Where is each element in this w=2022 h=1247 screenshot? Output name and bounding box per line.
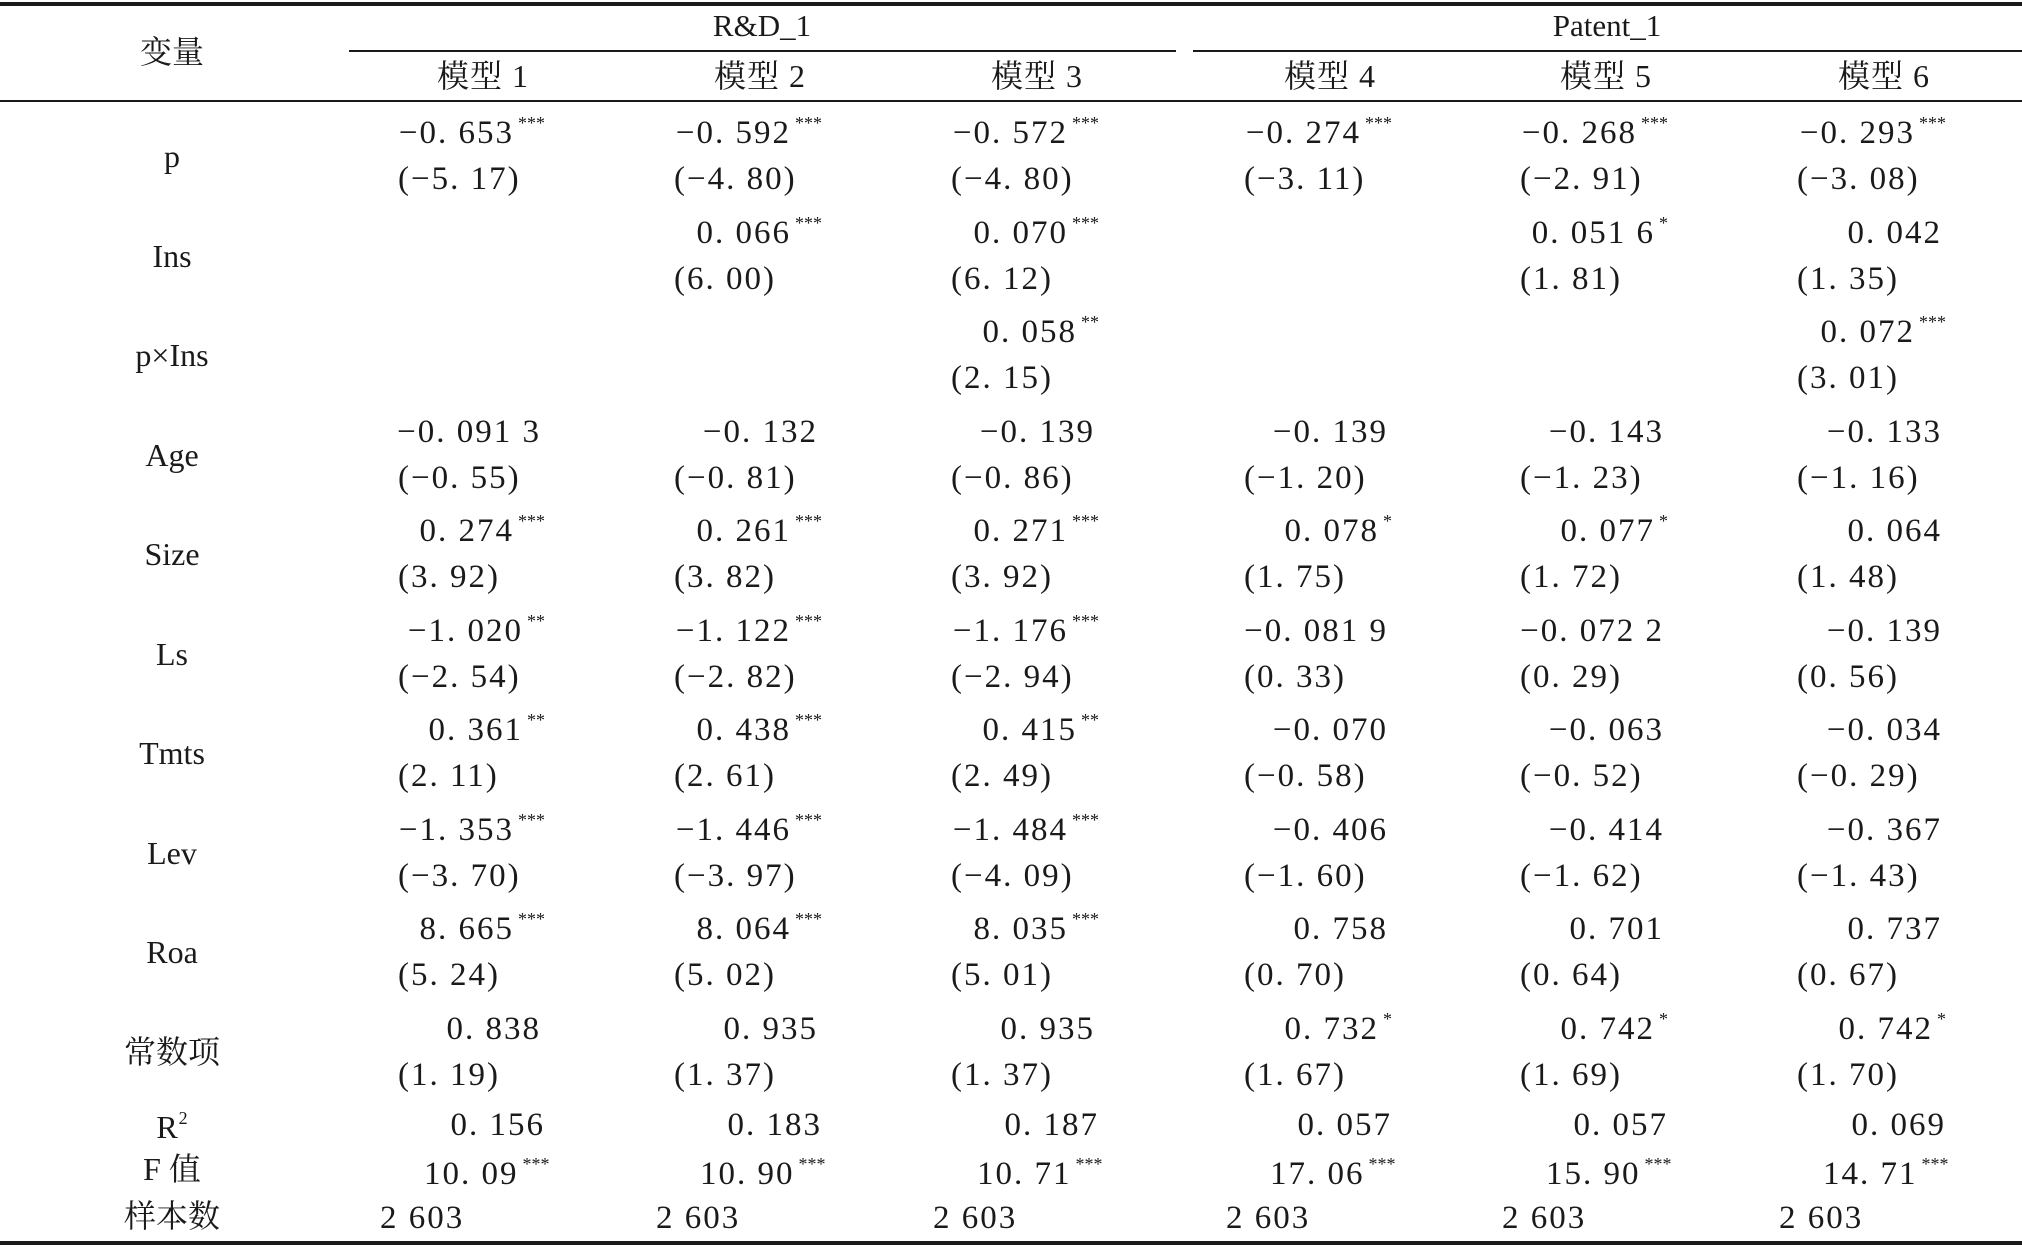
coef-value: 0. 732 bbox=[1284, 1010, 1379, 1047]
sample-size-label: 样本数 bbox=[123, 1198, 221, 1234]
significance-stars: *** bbox=[518, 113, 545, 133]
t-stat-cell: (1. 70) bbox=[1797, 1056, 1899, 1093]
t-stat-cell: (6. 12) bbox=[951, 260, 1053, 297]
coef-value: −0. 091 3 bbox=[397, 413, 541, 450]
significance-stars: *** bbox=[1919, 312, 1946, 332]
coef-value: −1. 353 bbox=[398, 811, 514, 848]
coef-value: −0. 143 bbox=[1548, 413, 1664, 450]
coef-cell bbox=[983, 711, 1100, 747]
coef-cell bbox=[429, 711, 546, 747]
significance-stars: *** bbox=[1072, 212, 1099, 233]
row-label: Age bbox=[145, 436, 199, 473]
t-stat-cell: (−4. 09) bbox=[951, 857, 1074, 894]
coef-cell bbox=[1848, 512, 1947, 548]
t-stat-cell: (−0. 52) bbox=[1520, 758, 1643, 794]
coef-value: 0. 078 bbox=[1284, 513, 1379, 549]
coef-value: −1. 484 bbox=[952, 811, 1068, 848]
r2-value: 0. 183 bbox=[727, 1107, 822, 1143]
t-stat-cell: (0. 33) bbox=[1244, 658, 1346, 695]
f-value: 17. 06 bbox=[1270, 1156, 1365, 1192]
coef-value: −0. 139 bbox=[1272, 413, 1388, 450]
coef-value: 0. 838 bbox=[446, 1010, 541, 1047]
r2-value: 0. 057 bbox=[1573, 1107, 1668, 1143]
coef-cell bbox=[1827, 612, 1946, 648]
coef-cell bbox=[980, 413, 1099, 449]
t-stat-cell: (1. 35) bbox=[1797, 260, 1899, 297]
t-stat-cell: (1. 67) bbox=[1244, 1056, 1346, 1093]
coef-cell bbox=[697, 711, 823, 747]
f-value: 15. 90 bbox=[1546, 1156, 1641, 1192]
significance-stars: * bbox=[1383, 1008, 1392, 1029]
header-rule bbox=[0, 100, 2022, 102]
coef-cell bbox=[974, 512, 1100, 548]
row-label: Tmts bbox=[139, 735, 205, 771]
t-stat-cell: (−2. 94) bbox=[951, 658, 1074, 695]
significance-stars: *** bbox=[522, 1154, 550, 1174]
coef-value: −0. 081 9 bbox=[1244, 612, 1388, 649]
coef-value: 8. 035 bbox=[973, 911, 1068, 947]
row-label: Size bbox=[144, 536, 200, 572]
coef-cell bbox=[1273, 413, 1392, 449]
t-stat-cell: (−3. 11) bbox=[1244, 161, 1366, 197]
significance-stars: *** bbox=[518, 511, 545, 531]
t-stat-cell: (6. 00) bbox=[674, 260, 776, 297]
coef-value: 0. 042 bbox=[1847, 214, 1942, 251]
row-label: Lev bbox=[147, 834, 197, 871]
coef-value: 0. 051 6 bbox=[1531, 214, 1655, 251]
coef-cell bbox=[1273, 711, 1392, 747]
coef-value: −0. 034 bbox=[1826, 712, 1942, 748]
t-stat-cell: (5. 02) bbox=[674, 957, 776, 993]
coef-cell bbox=[703, 413, 822, 449]
coef-value: −0. 070 bbox=[1272, 712, 1388, 748]
coef-cell bbox=[1522, 114, 1668, 150]
significance-stars: * bbox=[1659, 1008, 1668, 1029]
sample-size-value: 2 603 bbox=[380, 1200, 465, 1236]
t-stat-cell: (−2. 54) bbox=[398, 658, 521, 695]
coef-cell bbox=[1285, 1010, 1393, 1046]
significance-stars: *** bbox=[518, 809, 545, 830]
coef-value: 0. 701 bbox=[1569, 911, 1664, 947]
t-stat-cell: (−1. 16) bbox=[1797, 459, 1920, 496]
significance-stars: *** bbox=[795, 610, 822, 631]
t-stat-cell: (1. 75) bbox=[1244, 559, 1346, 595]
coef-cell bbox=[1294, 910, 1393, 946]
coef-cell bbox=[1001, 1010, 1100, 1046]
significance-stars: *** bbox=[1072, 511, 1099, 531]
significance-stars: *** bbox=[795, 212, 822, 233]
significance-stars: *** bbox=[795, 909, 822, 929]
top-rule bbox=[0, 2, 2022, 6]
significance-stars: *** bbox=[1365, 113, 1392, 133]
t-stat-cell: (0. 67) bbox=[1797, 957, 1899, 993]
significance-stars: *** bbox=[795, 809, 822, 830]
r2-value: 0. 187 bbox=[1004, 1107, 1099, 1143]
t-stat-cell: (1. 48) bbox=[1797, 559, 1899, 595]
coef-cell bbox=[1839, 1010, 1947, 1046]
coef-cell bbox=[1549, 711, 1668, 747]
significance-stars: *** bbox=[1644, 1154, 1672, 1174]
coef-cell bbox=[1246, 114, 1392, 150]
t-stat-cell: (−1. 23) bbox=[1520, 459, 1643, 496]
coef-value: −1. 122 bbox=[675, 612, 791, 649]
significance-stars: *** bbox=[1072, 113, 1099, 133]
significance-stars: ** bbox=[527, 610, 545, 631]
coef-value: 0. 261 bbox=[696, 513, 791, 549]
coef-value: 0. 742 bbox=[1560, 1010, 1655, 1047]
significance-stars: *** bbox=[798, 1154, 826, 1174]
significance-stars: *** bbox=[1368, 1154, 1396, 1174]
f-value-cell bbox=[700, 1155, 826, 1191]
coef-cell bbox=[1520, 612, 1668, 648]
coef-cell bbox=[1549, 413, 1668, 449]
model-header-2: 模型 2 bbox=[713, 58, 807, 94]
coef-value: 0. 064 bbox=[1847, 513, 1942, 549]
coef-cell bbox=[1561, 512, 1669, 548]
group-header-rd: R&D_1 bbox=[712, 8, 812, 43]
coef-value: −0. 367 bbox=[1826, 811, 1942, 848]
sample-size-value: 2 603 bbox=[1226, 1200, 1311, 1236]
sample-size-value: 2 603 bbox=[656, 1200, 741, 1236]
t-stat-cell: (5. 24) bbox=[398, 957, 500, 993]
t-stat-cell: (−3. 97) bbox=[674, 857, 797, 894]
t-stat-cell: (−3. 70) bbox=[398, 857, 521, 894]
t-stat-cell: (1. 72) bbox=[1520, 559, 1622, 595]
coef-value: −0. 063 bbox=[1548, 712, 1664, 748]
coef-value: −1. 176 bbox=[952, 612, 1068, 649]
t-stat-cell: (−2. 82) bbox=[674, 658, 797, 695]
t-stat-cell: (1. 37) bbox=[951, 1056, 1053, 1093]
significance-stars: *** bbox=[1921, 1154, 1949, 1174]
coef-value: 0. 271 bbox=[973, 513, 1068, 549]
coef-value: −0. 133 bbox=[1826, 413, 1942, 450]
coef-value: −1. 446 bbox=[675, 811, 791, 848]
significance-stars: *** bbox=[795, 511, 822, 531]
significance-stars: *** bbox=[1072, 610, 1099, 631]
coef-value: 0. 072 bbox=[1820, 314, 1915, 350]
r2-value: 0. 156 bbox=[450, 1107, 545, 1143]
coef-cell bbox=[1848, 214, 1947, 250]
coef-cell bbox=[974, 910, 1100, 946]
sample-size-value: 2 603 bbox=[1502, 1200, 1587, 1236]
t-stat-cell: (−4. 80) bbox=[674, 161, 797, 197]
t-stat-cell: (−2. 91) bbox=[1520, 161, 1643, 197]
coef-cell bbox=[676, 612, 822, 648]
t-stat-cell: (2. 61) bbox=[674, 758, 776, 794]
row-label: p×Ins bbox=[135, 337, 209, 373]
sample-size-value: 2 603 bbox=[1779, 1200, 1864, 1236]
r2-label bbox=[156, 1109, 187, 1143]
variable-header: 变量 bbox=[139, 34, 205, 70]
t-stat-cell: (−4. 80) bbox=[951, 161, 1074, 197]
coef-cell bbox=[953, 114, 1099, 150]
f-value-cell bbox=[424, 1155, 550, 1191]
coef-cell bbox=[399, 114, 545, 150]
t-stat-cell: (2. 15) bbox=[951, 360, 1053, 396]
significance-stars: *** bbox=[1075, 1154, 1103, 1174]
f-value: 10. 90 bbox=[700, 1156, 795, 1192]
f-value-cell bbox=[1823, 1155, 1949, 1191]
significance-stars: ** bbox=[1081, 710, 1099, 730]
coef-cell bbox=[983, 313, 1100, 349]
row-label: Roa bbox=[146, 934, 198, 970]
coef-cell bbox=[1827, 811, 1946, 847]
coef-cell bbox=[953, 811, 1099, 847]
coef-value: −0. 139 bbox=[1826, 612, 1942, 649]
t-stat-cell: (−5. 17) bbox=[398, 161, 521, 197]
significance-stars: *** bbox=[1072, 809, 1099, 830]
coef-cell bbox=[676, 114, 822, 150]
r2-value: 0. 069 bbox=[1851, 1107, 1946, 1143]
coef-cell bbox=[1244, 612, 1392, 648]
coef-cell bbox=[1570, 910, 1669, 946]
model-header-3: 模型 3 bbox=[990, 58, 1084, 94]
sample-size-value: 2 603 bbox=[933, 1200, 1018, 1236]
f-value: 10. 71 bbox=[977, 1156, 1072, 1192]
coef-cell bbox=[1800, 114, 1946, 150]
t-stat-cell: (−1. 60) bbox=[1244, 857, 1367, 894]
f-value-label: F 值 bbox=[143, 1151, 201, 1187]
significance-stars: * bbox=[1659, 511, 1668, 531]
coef-value: 0. 066 bbox=[696, 214, 791, 251]
significance-stars: *** bbox=[1072, 909, 1099, 929]
significance-stars: *** bbox=[795, 710, 822, 730]
coef-value: −0. 406 bbox=[1272, 811, 1388, 848]
r2-value: 0. 057 bbox=[1297, 1107, 1392, 1143]
patent-group-rule bbox=[1193, 50, 2022, 52]
coef-value: 0. 361 bbox=[428, 712, 523, 748]
f-value-cell bbox=[1546, 1155, 1672, 1191]
significance-stars: ** bbox=[1081, 312, 1099, 332]
f-value-cell bbox=[977, 1155, 1103, 1191]
t-stat-cell: (1. 81) bbox=[1520, 260, 1622, 297]
t-stat-cell: (−0. 81) bbox=[674, 459, 797, 496]
coef-cell bbox=[397, 413, 545, 449]
t-stat-cell: (0. 56) bbox=[1797, 658, 1899, 695]
coef-cell bbox=[420, 512, 546, 548]
r2-label-sup: 2 bbox=[178, 1108, 188, 1128]
coef-value: −1. 020 bbox=[407, 612, 523, 649]
t-stat-cell: (1. 69) bbox=[1520, 1056, 1622, 1093]
t-stat-cell: (−1. 43) bbox=[1797, 857, 1920, 894]
t-stat-cell: (−0. 29) bbox=[1797, 758, 1920, 794]
model-header-4: 模型 4 bbox=[1283, 58, 1377, 94]
t-stat-cell: (−3. 08) bbox=[1797, 161, 1920, 197]
t-stat-cell: (−1. 62) bbox=[1520, 857, 1643, 894]
t-stat-cell: (−1. 20) bbox=[1244, 459, 1367, 496]
rd-group-rule bbox=[349, 50, 1176, 52]
coef-cell bbox=[676, 811, 822, 847]
coef-cell bbox=[1827, 413, 1946, 449]
r2-label-base: R bbox=[156, 1109, 178, 1145]
coef-value: −0. 293 bbox=[1799, 115, 1915, 151]
coef-cell bbox=[1532, 214, 1668, 250]
t-stat-cell: (0. 29) bbox=[1520, 658, 1622, 695]
t-stat-cell: (3. 92) bbox=[951, 559, 1053, 595]
coef-cell bbox=[1561, 1010, 1669, 1046]
coef-value: −0. 572 bbox=[952, 115, 1068, 151]
significance-stars: ** bbox=[527, 710, 545, 730]
f-value: 10. 09 bbox=[424, 1156, 519, 1192]
t-stat-cell: (3. 82) bbox=[674, 559, 776, 595]
coef-value: −0. 268 bbox=[1521, 115, 1637, 151]
t-stat-cell: (0. 64) bbox=[1520, 957, 1622, 993]
significance-stars: * bbox=[1937, 1008, 1946, 1029]
significance-stars: *** bbox=[518, 909, 545, 929]
coef-cell bbox=[1821, 313, 1947, 349]
coef-cell bbox=[1285, 512, 1393, 548]
coef-value: 8. 665 bbox=[419, 911, 514, 947]
coef-cell bbox=[697, 910, 823, 946]
coef-value: 0. 742 bbox=[1838, 1010, 1933, 1047]
t-stat-cell: (1. 19) bbox=[398, 1056, 500, 1093]
row-label: p bbox=[164, 138, 180, 174]
coef-cell bbox=[724, 1010, 823, 1046]
coef-cell bbox=[953, 612, 1099, 648]
coef-value: 0. 070 bbox=[973, 214, 1068, 251]
row-label: 常数项 bbox=[123, 1033, 221, 1070]
coef-value: 0. 415 bbox=[982, 712, 1077, 748]
t-stat-cell: (−0. 58) bbox=[1244, 758, 1367, 794]
bottom-rule bbox=[0, 1241, 2022, 1245]
coef-value: 0. 274 bbox=[419, 513, 514, 549]
f-value-cell bbox=[1270, 1155, 1396, 1191]
coef-value: −0. 132 bbox=[702, 413, 818, 450]
significance-stars: *** bbox=[1919, 113, 1946, 133]
model-header-6: 模型 6 bbox=[1837, 58, 1931, 94]
significance-stars: *** bbox=[795, 113, 822, 133]
coef-value: −0. 653 bbox=[398, 115, 514, 151]
coef-cell bbox=[1273, 811, 1392, 847]
coef-cell bbox=[697, 214, 823, 250]
f-value: 14. 71 bbox=[1823, 1156, 1918, 1192]
coef-cell bbox=[1549, 811, 1668, 847]
model-header-5: 模型 5 bbox=[1559, 58, 1653, 94]
coef-value: 0. 058 bbox=[982, 314, 1077, 350]
coef-cell bbox=[1848, 910, 1947, 946]
coef-value: −0. 274 bbox=[1245, 115, 1361, 151]
coef-value: −0. 414 bbox=[1548, 811, 1664, 848]
t-stat-cell: (5. 01) bbox=[951, 957, 1053, 993]
coef-cell bbox=[447, 1010, 546, 1046]
t-stat-cell: (2. 11) bbox=[398, 758, 499, 794]
coef-cell bbox=[420, 910, 546, 946]
t-stat-cell: (−0. 86) bbox=[951, 459, 1074, 496]
coef-value: −0. 072 2 bbox=[1520, 612, 1664, 649]
significance-stars: *** bbox=[1641, 113, 1668, 133]
coef-value: −0. 592 bbox=[675, 115, 791, 151]
row-label: Ls bbox=[156, 635, 188, 672]
coef-value: 0. 935 bbox=[1000, 1010, 1095, 1047]
coef-cell bbox=[408, 612, 545, 648]
coef-cell bbox=[974, 214, 1100, 250]
t-stat-cell: (−0. 55) bbox=[398, 459, 521, 496]
significance-stars: * bbox=[1659, 212, 1668, 233]
significance-stars: * bbox=[1383, 511, 1392, 531]
t-stat-cell: (0. 70) bbox=[1244, 957, 1346, 993]
coef-value: 0. 758 bbox=[1293, 911, 1388, 947]
coef-value: 8. 064 bbox=[696, 911, 791, 947]
t-stat-cell: (2. 49) bbox=[951, 758, 1053, 794]
coef-value: 0. 077 bbox=[1560, 513, 1655, 549]
coef-value: 0. 935 bbox=[723, 1010, 818, 1047]
group-header-patent: Patent_1 bbox=[1552, 8, 1662, 43]
t-stat-cell: (3. 92) bbox=[398, 559, 500, 595]
t-stat-cell: (3. 01) bbox=[1797, 360, 1899, 396]
t-stat-cell: (1. 37) bbox=[674, 1056, 776, 1093]
model-header-1: 模型 1 bbox=[436, 58, 530, 94]
coef-value: 0. 737 bbox=[1847, 911, 1942, 947]
coef-value: 0. 438 bbox=[696, 712, 791, 748]
coef-value: −0. 139 bbox=[979, 413, 1095, 450]
coef-cell bbox=[1827, 711, 1946, 747]
coef-cell bbox=[697, 512, 823, 548]
row-label: Ins bbox=[152, 237, 192, 274]
coef-cell bbox=[399, 811, 545, 847]
